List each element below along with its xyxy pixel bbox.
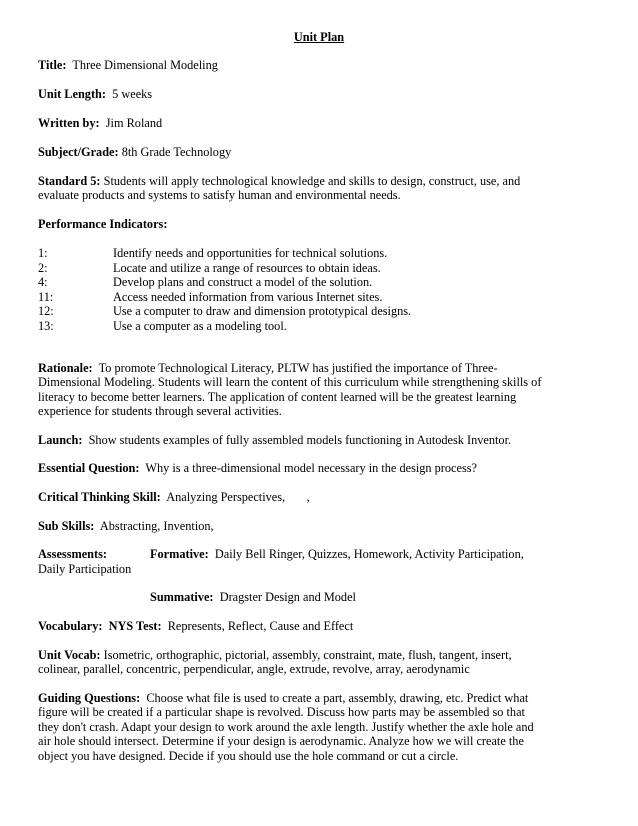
title-label: Title: [38, 58, 67, 72]
formative-row [150, 547, 524, 561]
indicator-number: 1: [38, 246, 48, 260]
unit-vocab-value: Isometric, orthographic, pictorial, assembly, constraint, mate, flush, tangent, insert, colinear, parallel, concentric, perpendicular, angle, extrude, revolve, array, aerodynamic [38, 648, 512, 677]
indicator-row [38, 246, 387, 260]
indicator-row [38, 261, 381, 275]
critical-thinking-label: Critical Thinking Skill: [38, 490, 161, 504]
summative-row [150, 590, 356, 604]
vocabulary-row [38, 619, 353, 633]
assessments-label-row [38, 547, 107, 561]
formative-value: Daily Bell Ringer, Quizzes, Homework, Activity Participation, [214, 547, 524, 561]
vocabulary-value: Represents, Reflect, Cause and Effect [167, 619, 354, 633]
launch-label: Launch: [38, 433, 83, 447]
critical-thinking-row [38, 490, 310, 504]
nys-test-label: NYS Test: [108, 619, 162, 633]
unit-length-value: 5 weeks [112, 87, 153, 101]
written-by-label: Written by: [38, 116, 100, 130]
indicator-number: 13: [38, 318, 54, 333]
indicator-text: Develop plans and construct a model of the solution. [113, 275, 373, 289]
sub-skills-value: Abstracting, Invention, [99, 519, 214, 533]
indicator-number: 4: [38, 275, 48, 289]
indicator-text: Use a computer as a modeling tool. [113, 318, 287, 333]
indicator-row [38, 319, 287, 333]
standard-paragraph [38, 174, 546, 203]
guiding-questions-paragraph [38, 691, 546, 763]
summative-label: Summative: [150, 590, 214, 604]
assessments-label: Assessments: [38, 547, 107, 561]
indicator-number: 12: [38, 304, 54, 318]
unit-vocab-paragraph [38, 648, 546, 677]
indicator-text: Use a computer to draw and dimension prototypical designs. [113, 304, 412, 318]
standard-label: Standard 5: [38, 174, 101, 188]
indicator-row [38, 275, 372, 289]
indicator-text: Identify needs and opportunities for technical solutions. [113, 246, 388, 260]
formative-label: Formative: [150, 547, 209, 561]
performance-indicators-heading [38, 217, 167, 231]
unit-length-label: Unit Length: [38, 87, 106, 101]
performance-label: Performance Indicators: [38, 217, 168, 231]
unit-length-row [38, 87, 152, 101]
indicator-number: 2: [38, 260, 48, 275]
written-by-value: Jim Roland [105, 116, 163, 130]
subject-grade-row [38, 145, 231, 159]
essential-question-value: Why is a three-dimensional model necessary in the design process? [145, 461, 477, 475]
guiding-questions-value: Choose what file is used to create a part, assembly, drawing, etc. Predict what figure will be created if a particular shape is revolved. Discuss how parts may be assembled so that they don't crash. Adapt your design to work around the axle length. Justify whether the axle hole and air hole should intersect. Determine if your design is aerodynamic. Analyze how we will create the object you have designed. Decide if you should use the hole command or cut a circle. [38, 691, 534, 763]
rationale-value: To promote Technological Literacy, PLTW has justified the importance of Three-Dimensional Modeling. Students will learn the content of this curriculum while strengthening skills of literacy to become better learners. The application of content learned will be the greatest learning experience for students through several activities. [38, 361, 542, 419]
indicator-row [38, 290, 382, 304]
indicator-number: 11: [38, 289, 54, 304]
launch-value: Show students examples of fully assembled models functioning in Autodesk Inventor. [88, 433, 512, 447]
vocabulary-label: Vocabulary: [38, 619, 103, 633]
indicator-text: Access needed information from various Internet sites. [113, 289, 383, 304]
essential-question-label: Essential Question: [38, 461, 140, 475]
launch-row [38, 433, 511, 447]
rationale-paragraph [38, 361, 546, 419]
essential-question-row [38, 461, 477, 475]
title-row [38, 58, 218, 72]
standard-value: Students will apply technological knowledge and skills to design, construct, use, and evaluate products and systems to satisfy human and environmental needs. [38, 174, 521, 203]
summative-value: Dragster Design and Model [219, 590, 356, 604]
written-by-row [38, 116, 162, 130]
title-value: Three Dimensional Modeling [72, 58, 218, 72]
critical-thinking-value: Analyzing Perspectives, , [166, 490, 310, 504]
rationale-label: Rationale: [38, 361, 93, 375]
subject-grade-label: Subject/Grade: [38, 145, 119, 159]
unit-vocab-label: Unit Vocab: [38, 648, 101, 662]
indicator-row [38, 304, 411, 318]
formative-continuation: Daily Participation [38, 562, 132, 576]
guiding-questions-label: Guiding Questions: [38, 691, 141, 705]
document-title: Unit Plan [293, 30, 345, 44]
sub-skills-label: Sub Skills: [38, 519, 95, 533]
indicator-text: Locate and utilize a range of resources to obtain ideas. [113, 260, 381, 275]
sub-skills-row [38, 519, 214, 533]
subject-grade-value: 8th Grade Technology [121, 145, 232, 159]
